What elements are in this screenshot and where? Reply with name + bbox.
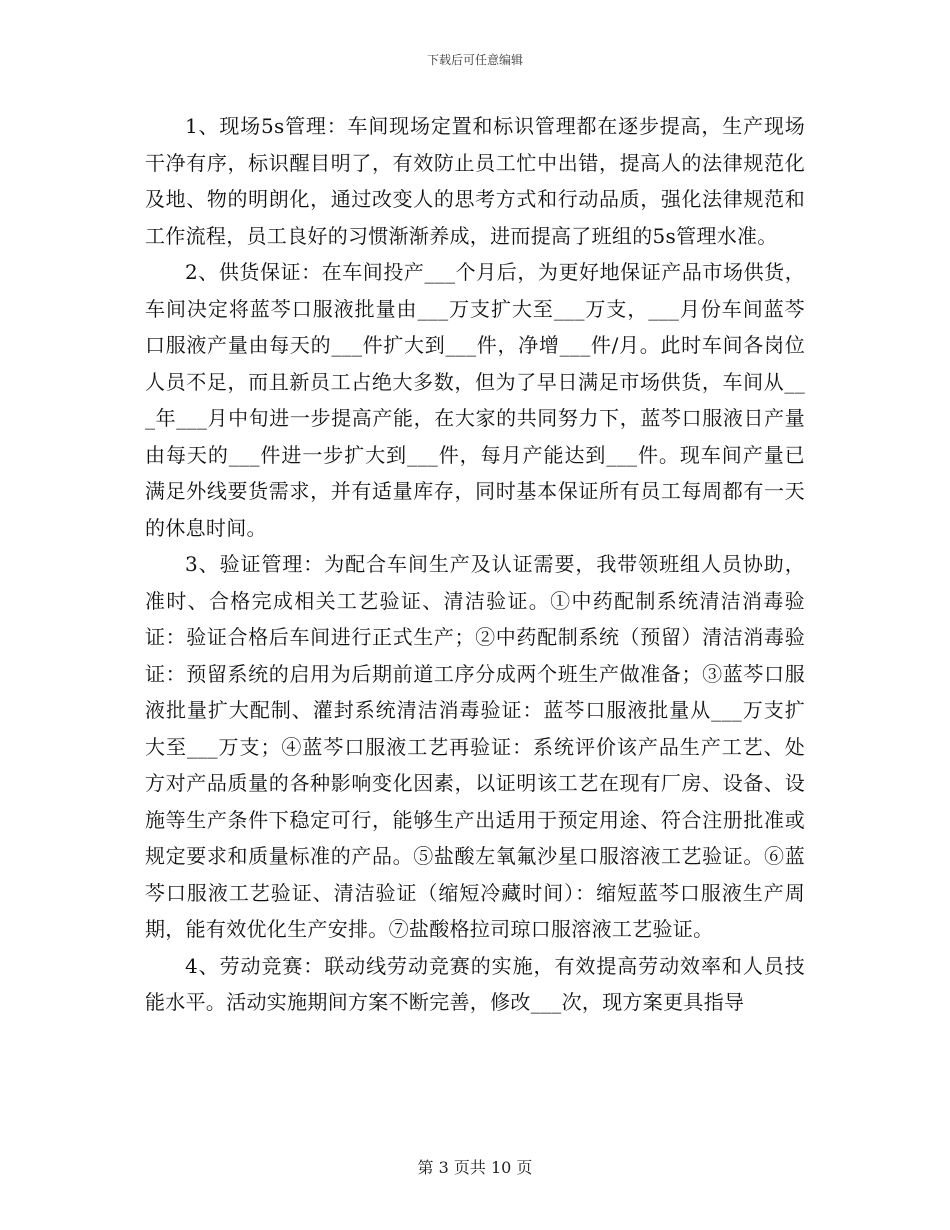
header-note: 下载后可任意编辑 [426,53,523,67]
paragraph-supply-guarantee: 2、供货保证：在车间投产___个月后，为更好地保证产品市场供货，车间决定将蓝芩口服液批量由___万支扩大至___万支，___月份车间蓝芩口服液产量由每天的___件扩大到___件，净增___件/月。此时车间各岗位人员不足，而且新员工占绝大多数，但为了早日满足市场供货，车间从___年___月中旬进一步提高产能，在大家的共同努力下，蓝芩口服液日产量由每天的___件进一步扩大到___件，每月产能达到___件。现车间产量已满足外线要货需求，并有适量库存，同时基本保证所有员工每周都有一天的休息时间。 [145,260,805,540]
paragraph-5s-management: 1、现场5s管理：车间现场定置和标识管理都在逐步提高，生产现场干净有序，标识醒目明了，有效防止员工忙中出错，提高人的法律规范化及地、物的明朗化，通过改变人的思考方式和行动品质，强化法律规范和工作流程，员工良好的习惯渐渐养成，进而提高了班组的5s管理水准。 [145,114,805,248]
document-body [145,108,805,1021]
paragraph-validation-management: 3、验证管理：为配合车间生产及认证需要，我带领班组人员协助，准时、合格完成相关工艺验证、清洁验证。①中药配制系统清洁消毒验证：验证合格后车间进行正式生产；②中药配制系统（预留）清洁消毒验证：预留系统的启用为后期前道工序分成两个班生产做准备；③蓝芩口服液批量扩大配制、灌封系统清洁消毒验证：蓝芩口服液批量从___万支扩大至___万支；④蓝芩口服液工艺再验证：系统评价该产品生产工艺、处方对产品质量的各种影响变化因素，以证明该工艺在现有厂房、设备、设施等生产条件下稳定可行，能够生产出适用于预定用途、符合注册批准或规定要求和质量标准的产品。⑤盐酸左氧氟沙星口服溶液工艺验证。⑥蓝芩口服液工艺验证、清洁验证（缩短冷藏时间）：缩短蓝芩口服液生产周期，能有效优化生产安排。⑦盐酸格拉司琼口服溶液工艺验证。 [145,552,805,941]
page-number: 第 3 页共 10 页 [417,1158,533,1177]
paragraph-labor-competition: 4、劳动竞赛：联动线劳动竞赛的实施，有效提高劳动效率和人员技能水平。活动实施期间方案不断完善，修改___次，现方案更具指导 [145,953,805,1014]
